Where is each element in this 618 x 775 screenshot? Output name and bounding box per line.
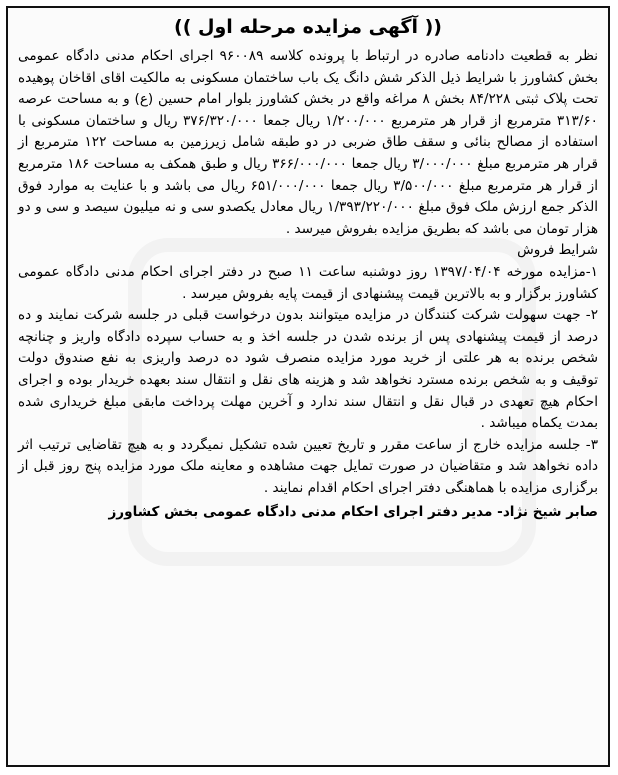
conditions-heading: شرایط فروش bbox=[517, 242, 598, 259]
intro-paragraph: نظر به قطعیت دادنامه صادره در ارتباط با پرونده کلاسه ۹۶۰۰۸۹ اجرای احکام مدنی دادگاه عمومی بخش کشاورز با شرایط ذیل الذکر شش دانگ یک باب ساختمان مسکونی به مالکیت اقای اقاخان پوهیده تحت پلاک ثبتی ۸۴/۲۲۸ بخش ۸ مراغه واقع در بخش کشاورز بلوار امام حسین (ع) و به مساحت عرصه ۳۱۳/۶۰ مترمربع از قرار هر مترمربع ۱/۲۰۰/۰۰۰ ریال جمعا ۳۷۶/۳۲۰/۰۰۰ ریال و ساختمان مسکونی با استفاده از مصالح بنائی و سقف طاق ضربی در دو طبقه شامل زیرزمین به مساحت ۱۲۲ مترمربع از قرار هر مترمربع مبلغ ۳/۰۰۰/۰۰۰ ریال جمعا ۳۶۶/۰۰۰/۰۰۰ ریال و طبق همکف به مساحت ۱۸۶ مترمربع از قرار هر مترمربع مبلغ ۳/۵۰۰/۰۰۰ ریال جمعا ۶۵۱/۰۰۰/۰۰۰ ریال می باشد و با عنایت به موارد فوق الذکر جمع ارزش ملک فوق مبلغ ۱/۳۹۳/۲۲۰/۰۰۰ ریال معادل یکصدو سی و نه میلیون سیصد و سی و دو هزار تومان می باشد که بطریق مزایده بفروش میرسد . bbox=[18, 48, 599, 237]
condition-item: ۱-مزایده مورخه ۱۳۹۷/۰۴/۰۴ روز دوشنبه ساعت ۱۱ صبح در دفتر اجرای احکام مدنی دادگاه عمومی کشاورز برگزار و به بالاترین قیمت پیشنهادی از قیمت پایه بفروش میرسد . bbox=[18, 263, 598, 302]
condition-item: ۲- جهت سهولت شرکت کنندگان در مزایده میتوانند بدون درخواست قبلی در جلسه شرکت نمایند و ده درصد از قیمت پیشنهادی پس از برنده شدن در جلسه اخذ و به حساب سپرده دادگاه واریز و چنانچه شخص برنده به هر علتی از خرید مورد مزایده منصرف شود ده درصد واریزی به نفع صندوق دولت توقیف و به شخص برنده مسترد نخواهد شد و هزینه های نقل و انتقال سند بعهده خریدار بوده و اجرای احکام هیچ تعهدی در قبال نقل و انتقال سند ندارد و آخرین مهلت پرداخت مابقی مبلغ خریداری شده بمدت یکماه میباشد . bbox=[18, 307, 598, 432]
notice-page bbox=[6, 6, 610, 767]
notice-title: (( آگهی مزایده مرحله اول )) bbox=[174, 16, 442, 38]
notice-body bbox=[8, 46, 608, 499]
signature-line: صابر شیخ نژاد- مدیر دفتر اجرای احکام مدنی دادگاه عمومی بخش کشاورز bbox=[108, 504, 598, 521]
condition-item: ۳- جلسه مزایده خارج از ساعت مقرر و تاریخ تعیین شده تشکیل نمیگردد و به هیچ تقاضایی ترتیب اثر داده نخواهد شد و متقاضیان در صورت تمایل جهت مشاهده و معاینه ملک مورد مزایده پنج روز قبل از برگزاری مزایده با هماهنگی دفتر اجرای احکام اقدام نمایند . bbox=[18, 436, 598, 496]
